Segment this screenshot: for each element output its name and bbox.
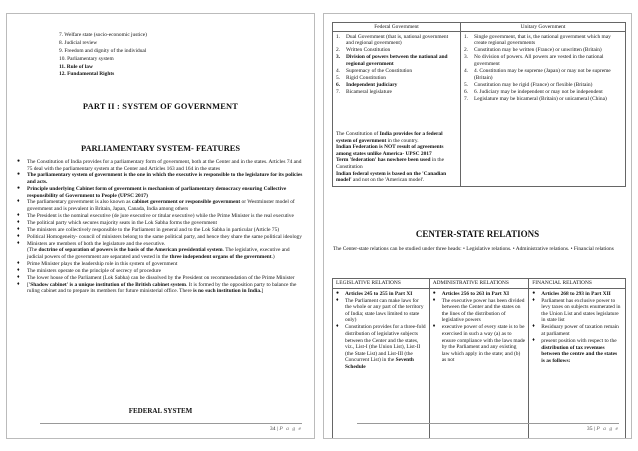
table-header: Unitary Government bbox=[461, 23, 626, 32]
list-item: ♦ The Parliament can make laws for the whole or any part of the territory of India; state laws limited to state only) bbox=[336, 297, 424, 324]
list-item: 5. Constitution may be rigid (France) or flexible (Britain) bbox=[464, 81, 593, 88]
bullet-marker: ♦ bbox=[17, 212, 20, 218]
administrative-cell bbox=[429, 288, 529, 438]
center-state-relations-title: CENTER-STATE RELATIONS bbox=[415, 229, 540, 239]
relations-table bbox=[332, 278, 626, 439]
list-item: ♦ executive power of every state is to be exercised in such a way (a) as to ensure compliance with the laws made by the Parliament and any existing law which apply in the state; and (b) as not bbox=[432, 324, 526, 364]
bullet-marker: ♦ bbox=[17, 260, 20, 266]
list-item: 3. No division of powers. All powers are vested in the national government bbox=[464, 54, 604, 67]
page-word: P a g e bbox=[596, 426, 619, 433]
list-item: 8. Judicial review bbox=[59, 39, 98, 46]
bullet-marker: ♦ bbox=[17, 219, 20, 225]
list-item: ● Principle underlying Cabinet form of government is mechanism of parliamentary democracy ensuring Collective responsibility of Government to People (UPSC 2017) bbox=[17, 185, 287, 199]
list-item: ♦ Political Homogeneity- council of ministers belong to the same political party, and hence they share the same political ideology bbox=[17, 233, 302, 240]
financial-list bbox=[532, 291, 622, 365]
list-item: 7. Bicameral legislature bbox=[336, 89, 392, 96]
legislative-cell bbox=[333, 288, 430, 438]
bullet-marker: ● bbox=[17, 159, 21, 164]
list-item: 7. Legislature may be bicameral (Britain) or unicameral (China) bbox=[464, 95, 607, 102]
page-number: 35 bbox=[586, 426, 593, 433]
list-item: ♦ Constitution provides for a three-fold distribution of legislative subjects between the Center and the states, viz., List-I (the Union List), List-II (the State List) and List-III (the Concurrent List) in the Seventh Schedule bbox=[336, 324, 426, 370]
bullet-marker: ● bbox=[17, 172, 21, 178]
list-item: ● The parliamentary system of government is the one in which the executive is responsible to the legislature for its policies and acts. bbox=[17, 172, 303, 186]
list-item: ♦ present position with respect to the distribution of tax revenues between the centre and the states is as follows: bbox=[532, 337, 618, 364]
federal-features-list bbox=[336, 34, 457, 96]
unitary-features-list bbox=[464, 34, 622, 103]
list-item: 4. Supremacy of the Constitution bbox=[336, 68, 413, 75]
list-item: 6. Independent judiciary bbox=[336, 82, 398, 89]
list-item: 4. 4. Constitution may be supreme (Japan) or may not be supreme (Britain) bbox=[464, 68, 611, 81]
list-item: ♦ The ministers operate on the principle of secrecy of procedure bbox=[17, 267, 161, 274]
administrative-list bbox=[433, 291, 526, 364]
page-35 bbox=[323, 13, 632, 439]
unitary-cell bbox=[461, 31, 626, 186]
list-item: 3. Division of powers between the national and regional government bbox=[336, 54, 448, 67]
list-item: ♦ The parliamentary government is also known as cabinet government or responsible government or Westminster model of government and is prevalent in Britain, Japan, Canada, India among others bbox=[17, 199, 295, 213]
bullet-marker: ♦ bbox=[17, 240, 20, 246]
list-item: ♦ ['Shadow cabinet' is a unique institution of the British cabinet system. It is formed by the opposition party to balance the ruling cabinet and to prepare its members for future ministerial office. There is no such institution in India.] bbox=[17, 281, 297, 295]
list-item: ♦ The lower house of the Parliament (Lok Sabha) can be dissolved by the President on recommendation of the Prime Minister bbox=[17, 274, 295, 281]
list-item: ● Articles 268 to 293 in Part XII bbox=[532, 290, 611, 297]
page-footer: 34 | P a g e bbox=[40, 423, 302, 433]
note-line: Term 'federation' has nowhere been used in the Constitution bbox=[336, 157, 444, 170]
bullet-marker: ● bbox=[17, 185, 21, 191]
legislative-list bbox=[336, 291, 426, 371]
federal-note bbox=[336, 131, 457, 184]
list-item: (The doctrine of separation of powers is the basis of the American presidential system. The legislative, executive and judicial powers of the government are separated and vested in the three independent organs of the government.) bbox=[27, 247, 290, 260]
list-item: 12. Fundamental Rights bbox=[59, 71, 115, 78]
table-header: ADMINISTRATIVE RELATIONS bbox=[429, 279, 529, 289]
federal-unitary-table bbox=[332, 22, 626, 187]
bullet-marker: ♦ bbox=[17, 267, 20, 273]
bullet-marker: ♦ bbox=[17, 226, 20, 232]
note-line: Indian federal system is based on the 'Canadian model' and not on the 'American model'. bbox=[336, 170, 447, 184]
list-item: 7. Welfare state (socio-economic justice) bbox=[59, 32, 147, 38]
list-item: ♦ The ministers are collectively responsible to the Parliament in general and to the Lok Sabha in particular (Article 75) bbox=[17, 226, 280, 233]
page-word: P a g e bbox=[279, 426, 302, 433]
bullet-marker: ♦ bbox=[17, 233, 20, 239]
federal-cell bbox=[333, 31, 461, 186]
table-header: FINANCIAL RELATIONS bbox=[529, 279, 626, 289]
list-item: ● Articles 256 to 263 in Part XI bbox=[432, 290, 510, 297]
list-item: 11. Rule of law bbox=[59, 63, 93, 70]
list-item: 1. Dual Government (that is, national government and regional government) bbox=[336, 33, 449, 47]
list-item: 5. Rigid Constitution bbox=[336, 75, 386, 82]
bullet-marker: ♦ bbox=[17, 199, 20, 205]
list-item: 6. 6. Judiciary may be independent or may not be independent bbox=[464, 88, 603, 95]
section-title: PARLIAMENTARY SYSTEM- FEATURES bbox=[81, 144, 240, 153]
note-line: The Constitution of India provides for a federal system of government in the country. bbox=[336, 130, 443, 144]
part-title: PART II : SYSTEM OF GOVERNMENT bbox=[82, 102, 239, 111]
list-item: 2. Constitution may be written (France) or unwritten (Britain) bbox=[464, 47, 602, 54]
page-number: 34 bbox=[269, 426, 276, 433]
table-header: Federal Government bbox=[333, 23, 461, 32]
federal-system-title: FEDERAL SYSTEM bbox=[128, 407, 193, 415]
page-footer: 35 | P a g e bbox=[357, 423, 619, 433]
features-list-continued bbox=[59, 32, 147, 79]
list-item: ● The Constitution of India provides for a parliamentary form of government, both at the Center and in the states. Articles 74 and 75 deal with the parliamentary system at the Center and Articles 163 and 164 in the states bbox=[17, 159, 302, 172]
note-line: Indian Federation is NOT result of agreements among states unlike America- UPSC 2017 bbox=[336, 144, 444, 157]
list-item: ● Articles 245 to 255 in Part XI bbox=[336, 290, 413, 297]
list-item: ♦ The executive power has been divided between the Center and the states on the lines of the distribution of legislative powers bbox=[432, 297, 525, 324]
list-item: 1. Single government, that is, the national government which may create regional governments bbox=[464, 33, 611, 47]
list-item: ♦ Residuary power of taxation remain at parliament bbox=[532, 324, 619, 337]
list-item: 10. Parliamentary system bbox=[59, 55, 114, 62]
list-item: ♦ Prime Minister plays the leadership role in this system of government bbox=[17, 260, 178, 267]
list-item: ♦ The political party which secures majority seats in the Lok Sabha forms the government bbox=[17, 219, 217, 226]
center-state-intro: The Center-state relations can be studied under three heads: • Legislative relations. • Administrative relations. • Financial relations bbox=[333, 246, 614, 252]
list-item: 9. Freedom and dignity of the individual bbox=[59, 47, 147, 54]
list-item: ♦ Ministers are members of both the legislature and the executive. bbox=[17, 240, 166, 247]
parliamentary-features-list bbox=[17, 159, 307, 295]
page-34 bbox=[6, 13, 315, 439]
table-header: LEGISLATIVE RELATIONS bbox=[333, 279, 430, 289]
list-item: ♦ The President is the nominal executive (de jure executive or titular executive) while the Prime Minister is the real executive bbox=[17, 212, 294, 219]
bullet-marker: ♦ bbox=[17, 274, 20, 280]
list-item: ♦ Parliament has exclusive power to levy taxes on subjects enumerated in the Union List and states legislature in state list bbox=[532, 297, 621, 324]
bullet-marker: ♦ bbox=[17, 281, 20, 287]
list-item: 2. Written Constitution bbox=[336, 47, 391, 54]
financial-cell bbox=[529, 288, 626, 438]
